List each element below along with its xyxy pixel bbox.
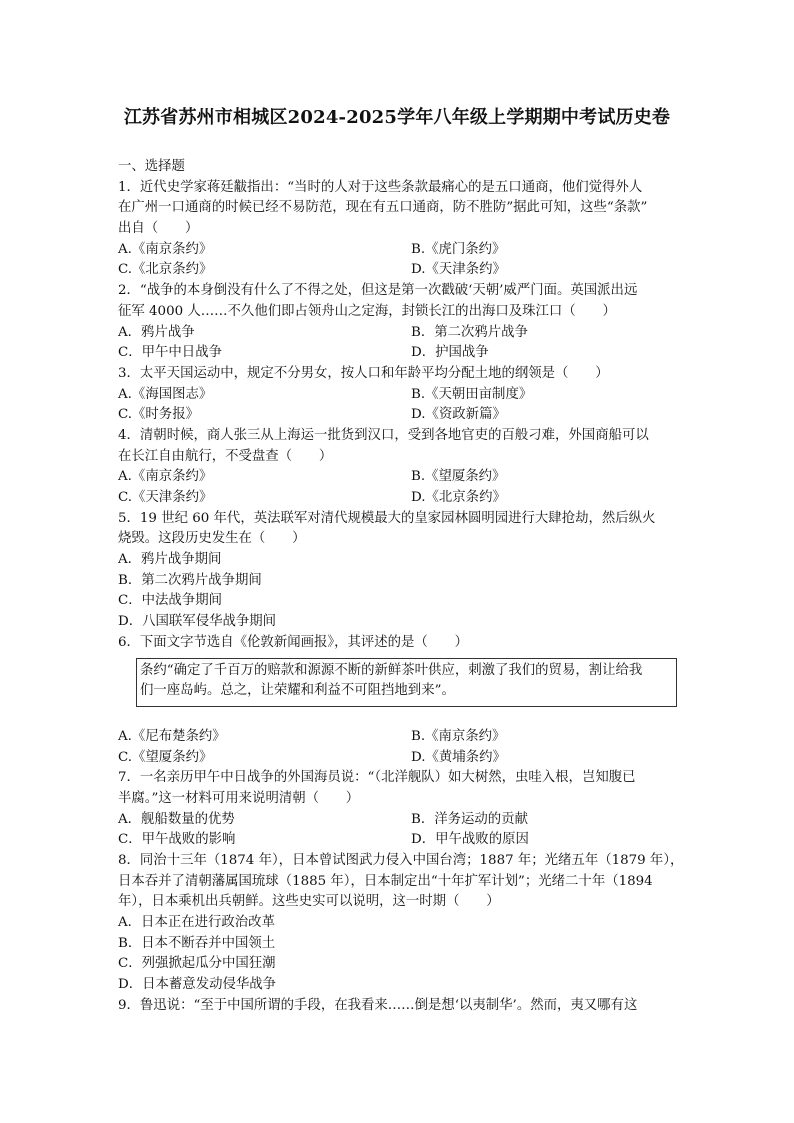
answer-option[interactable]: D.《天津条约》	[411, 262, 506, 278]
question-stem-line: 9．鲁迅说：“至于中国所谓的手段，在我看来……倒是想‘以夷制华’。然而，夷又哪有这	[118, 997, 638, 1013]
question-7	[118, 768, 680, 851]
answer-option[interactable]: D．八国联军侵华战争期间	[118, 614, 277, 630]
answer-option[interactable]: D.《资政新篇》	[411, 407, 506, 423]
spacer	[118, 707, 680, 727]
option-row	[118, 260, 680, 281]
option-row	[118, 343, 680, 364]
option-row	[118, 385, 680, 406]
question-stem-line: 半腐。”这一材料可用来说明清朝（ ）	[118, 790, 360, 806]
question-5	[118, 509, 680, 633]
answer-option[interactable]: C．甲午战败的影响	[118, 832, 236, 848]
question-stem-line: 1．近代史学家蒋廷黻指出：“当时的人对于这些条款最痛心的是五口通商，他们觉得外人	[118, 179, 643, 195]
question-stem-line: 征军 4000 人……不久他们即占领舟山之定海，封锁长江的出海口及珠江口（ ）	[118, 303, 616, 319]
option-row	[118, 323, 680, 344]
quote-box	[136, 658, 677, 707]
section-heading: 一、选择题	[118, 159, 185, 174]
question-stem-line: 4．清朝时候，商人张三从上海运一批货到汉口，受到各地官吏的百般刁难，外国商船可以	[118, 427, 649, 443]
answer-option[interactable]: A．日本正在进行政治改革	[118, 915, 275, 931]
answer-option[interactable]: C.《望厦条约》	[118, 749, 213, 765]
question-9	[118, 996, 680, 1017]
answer-option[interactable]: B．第二次鸦片战争期间	[118, 572, 262, 588]
question-stem-line: 5．19 世纪 60 年代，英法联军对清代规模最大的皇家园林圆明园进行大肆抢劫，然后纵火	[118, 510, 656, 526]
answer-option[interactable]: C．列强掀起瓜分中国狂潮	[118, 956, 276, 972]
answer-option[interactable]: B．第二次鸦片战争	[411, 324, 528, 340]
answer-option[interactable]: D．护国战争	[411, 345, 489, 361]
question-stem-line: 烧毁。这段历史发生在（ ）	[118, 531, 306, 547]
quote-line: 条约“确定了千百万的赔款和源源不断的新鲜茶叶供应，刺激了我们的贸易，割让给我	[140, 662, 643, 678]
question-6	[118, 633, 680, 768]
question-stem-line: 7．一名亲历甲午中日战争的外国海员说：“（北洋舰队）如大树然，虫哇入根，岂知腹已	[118, 770, 636, 786]
question-stem-line: 在长江自由航行，不受盘查（ ）	[118, 448, 333, 464]
answer-option[interactable]: D.《北京条约》	[411, 490, 506, 505]
answer-option[interactable]: C.《北京条约》	[118, 262, 213, 278]
answer-option[interactable]: B．日本不断吞并中国领土	[118, 935, 276, 951]
question-8	[118, 851, 684, 996]
answer-option[interactable]: C.《时务报》	[118, 407, 199, 423]
question-3	[118, 364, 680, 426]
answer-option[interactable]: B.《望厦条约》	[411, 469, 506, 485]
answer-option[interactable]: B．洋务运动的贡献	[411, 811, 528, 827]
question-2	[118, 281, 680, 364]
question-stem-line: 6．下面文字节选自《伦敦新闻画报》，其评述的是（ ）	[118, 634, 468, 650]
option-row	[118, 748, 680, 769]
option-row	[118, 810, 680, 831]
answer-option[interactable]: C.《天津条约》	[118, 490, 213, 505]
answer-option[interactable]: A.《尼布楚条约》	[118, 728, 226, 744]
answer-option[interactable]: B.《虎门条约》	[411, 241, 506, 257]
question-stem-line: 年），日本乘机出兵朝鲜。这些史实可以说明，这一时期（ ）	[118, 894, 500, 910]
answer-option[interactable]: B.《天朝田亩制度》	[411, 386, 533, 402]
page-title: 江苏省苏州市相城区2024-2025学年八年级上学期期中考试历史卷	[123, 107, 671, 128]
answer-option[interactable]: D．日本蓄意发动侵华战争	[118, 977, 277, 993]
answer-option[interactable]: A.《海国图志》	[118, 386, 213, 402]
option-row	[118, 240, 680, 261]
answer-option[interactable]: D．甲午战败的原因	[411, 832, 529, 848]
quote-line: 们一座岛屿。总之，让荣耀和利益不可阻挡地到来”。	[140, 683, 455, 699]
question-stem-line: 3．太平天国运动中，规定不分男女，按人口和年龄平均分配土地的纲领是（ ）	[118, 365, 609, 381]
answer-option[interactable]: A.《南京条约》	[118, 469, 213, 485]
answer-option[interactable]: A.《南京条约》	[118, 241, 213, 257]
question-stem-line: 在广州一口通商的时候已经不易防范，现在有五口通商，防不胜防”据此可知，这些“条款”	[118, 200, 648, 216]
question-stem-line: 出自（ ）	[118, 221, 199, 237]
answer-option[interactable]: C．甲午中日战争	[118, 345, 222, 361]
answer-option[interactable]: D.《黄埔条约》	[411, 749, 506, 765]
question-stem-line: 8．同治十三年（1874 年），日本曾试图武力侵入中国台湾；1887 年；光绪五年（1879 年），	[118, 853, 684, 868]
answer-option[interactable]: C．中法战争期间	[118, 593, 222, 609]
question-stem-line: 2．“战争的本身倒没有什么了不得之处，但这是第一次戳破‘天朝’威严门面。英国派出远	[118, 283, 638, 299]
answer-option[interactable]: A．舰船数量的优势	[118, 811, 235, 827]
question-stem-line: 日本吞并了清朝藩属国琉球（1885 年），日本制定出“十年扩军计划”；光绪二十年（1894	[118, 873, 653, 889]
answer-option[interactable]: A．鸦片战争	[118, 324, 195, 340]
question-4	[118, 426, 680, 509]
option-row	[118, 405, 680, 426]
answer-option[interactable]: B.《南京条约》	[411, 728, 506, 744]
option-row	[118, 488, 680, 509]
option-row	[118, 830, 680, 851]
answer-option[interactable]: A．鸦片战争期间	[118, 552, 222, 568]
option-row	[118, 727, 680, 748]
question-1	[118, 178, 680, 281]
question-list	[118, 157, 684, 1017]
option-row	[118, 467, 680, 488]
